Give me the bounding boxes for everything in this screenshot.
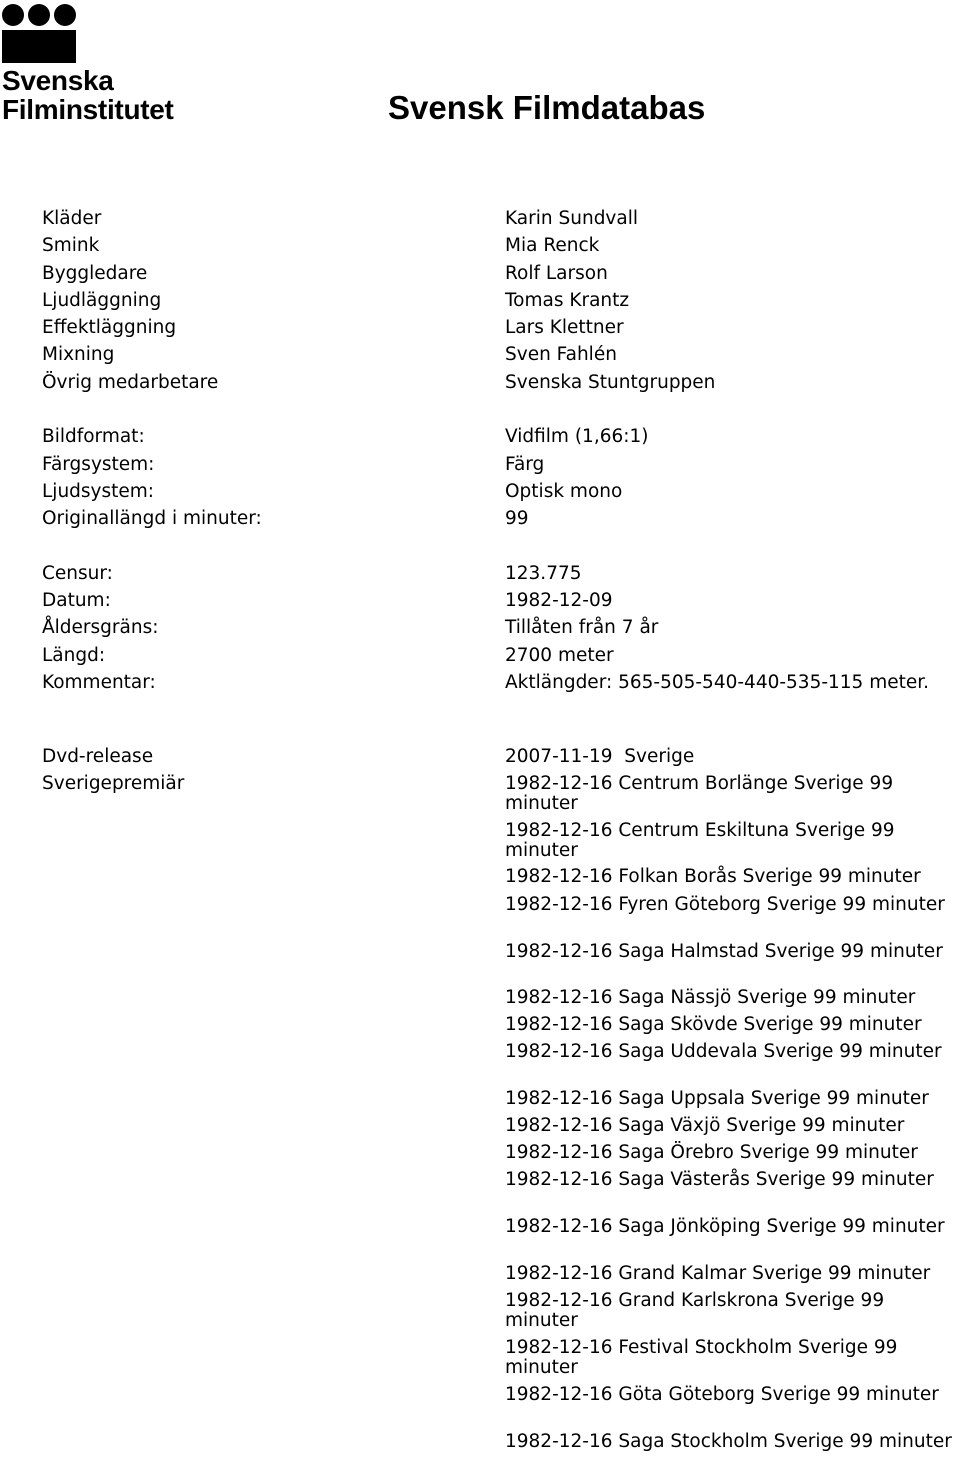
censorship-value: 1982-12-09 [505, 590, 613, 611]
technical-value: Optisk mono [505, 481, 623, 502]
crew-role: Ljudläggning [42, 290, 162, 311]
premiere-entry: 1982-12-16 Grand Kalmar Sverige 99 minuter [505, 1263, 931, 1284]
premiere-entry: 1982-12-16 Saga Uppsala Sverige 99 minuter [505, 1088, 929, 1109]
crew-person: Karin Sundvall [505, 208, 638, 229]
crew-role: Smink [42, 235, 100, 256]
premiere-entry: 1982-12-16 Folkan Borås Sverige 99 minuter [505, 866, 921, 887]
crew-role: Mixning [42, 344, 115, 365]
premiere-entry: 1982-12-16 Grand Karlskrona Sverige 99 minuter [505, 1290, 885, 1331]
censorship-label: Kommentar: [42, 672, 156, 693]
technical-value: Färg [505, 454, 545, 475]
premiere-entry: 1982-12-16 Saga Jönköping Sverige 99 minuter [505, 1216, 945, 1237]
crew-role: Effektläggning [42, 317, 177, 338]
technical-label: Bildformat: [42, 426, 145, 447]
logo-dot-icon [54, 4, 76, 26]
logo-square-icon [2, 30, 76, 63]
dvd-release-label: Dvd-release [42, 746, 154, 767]
logo-wordmark [2, 66, 174, 124]
crew-person: Svenska Stuntgruppen [505, 372, 716, 393]
premiere-entry: 1982-12-16 Centrum Eskiltuna Sverige 99 minuter [505, 820, 895, 861]
dvd-release-value: 2007-11-19 Sverige [505, 746, 695, 767]
crew-person: Mia Renck [505, 235, 600, 256]
censorship-label: Datum: [42, 590, 111, 611]
crew-person: Lars Klettner [505, 317, 624, 338]
page-title: Svensk Filmdatabas [388, 89, 706, 126]
premiere-entry: 1982-12-16 Fyren Göteborg Sverige 99 minuter [505, 894, 945, 915]
technical-label: Ljudsystem: [42, 481, 155, 502]
premiere-label: Sverigepremiär [42, 773, 185, 794]
censorship-label: Åldersgräns: [42, 617, 159, 638]
premiere-entry: 1982-12-16 Centrum Borlänge Sverige 99 minuter [505, 773, 894, 814]
premiere-entry: 1982-12-16 Saga Skövde Sverige 99 minuter [505, 1014, 922, 1035]
premiere-entry: 1982-12-16 Saga Västerås Sverige 99 minuter [505, 1169, 934, 1190]
censorship-value: Tillåten från 7 år [505, 617, 659, 638]
premiere-entry: 1982-12-16 Göta Göteborg Sverige 99 minuter [505, 1384, 939, 1405]
censorship-label: Censur: [42, 563, 113, 584]
premiere-entry: 1982-12-16 Festival Stockholm Sverige 99 minuter [505, 1337, 898, 1378]
premiere-entry: 1982-12-16 Saga Halmstad Sverige 99 minuter [505, 941, 943, 962]
crew-person: Rolf Larson [505, 263, 608, 284]
logo-line-1: Svenska [2, 65, 114, 96]
premiere-entry: 1982-12-16 Saga Växjö Sverige 99 minuter [505, 1115, 905, 1136]
premiere-entry: 1982-12-16 Saga Örebro Sverige 99 minuter [505, 1142, 918, 1163]
censorship-value: 2700 meter [505, 645, 614, 666]
technical-label: Originallängd i minuter: [42, 508, 262, 529]
premiere-entry: 1982-12-16 Saga Nässjö Sverige 99 minuter [505, 987, 916, 1008]
logo-line-2: Filminstitutet [2, 94, 174, 125]
premiere-entry: 1982-12-16 Saga Uddevala Sverige 99 minuter [505, 1041, 942, 1062]
crew-person: Sven Fahlén [505, 344, 617, 365]
logo-dot-icon [28, 4, 50, 26]
crew-role: Byggledare [42, 263, 148, 284]
censorship-value: 123.775 [505, 563, 582, 584]
crew-role: Övrig medarbetare [42, 372, 219, 393]
svenska-filminstitutet-logo [2, 4, 202, 124]
crew-person: Tomas Krantz [505, 290, 630, 311]
censorship-comment: Aktlängder: 565-505-540-440-535-115 meter. [505, 672, 930, 693]
technical-value: 99 [505, 508, 529, 529]
crew-role: Kläder [42, 208, 102, 229]
premiere-entry: 1982-12-16 Saga Stockholm Sverige 99 minuter [505, 1431, 952, 1452]
censorship-label: Längd: [42, 645, 106, 666]
technical-value: Vidfilm (1,66:1) [505, 426, 649, 447]
technical-label: Färgsystem: [42, 454, 155, 475]
logo-dot-icon [2, 4, 24, 26]
